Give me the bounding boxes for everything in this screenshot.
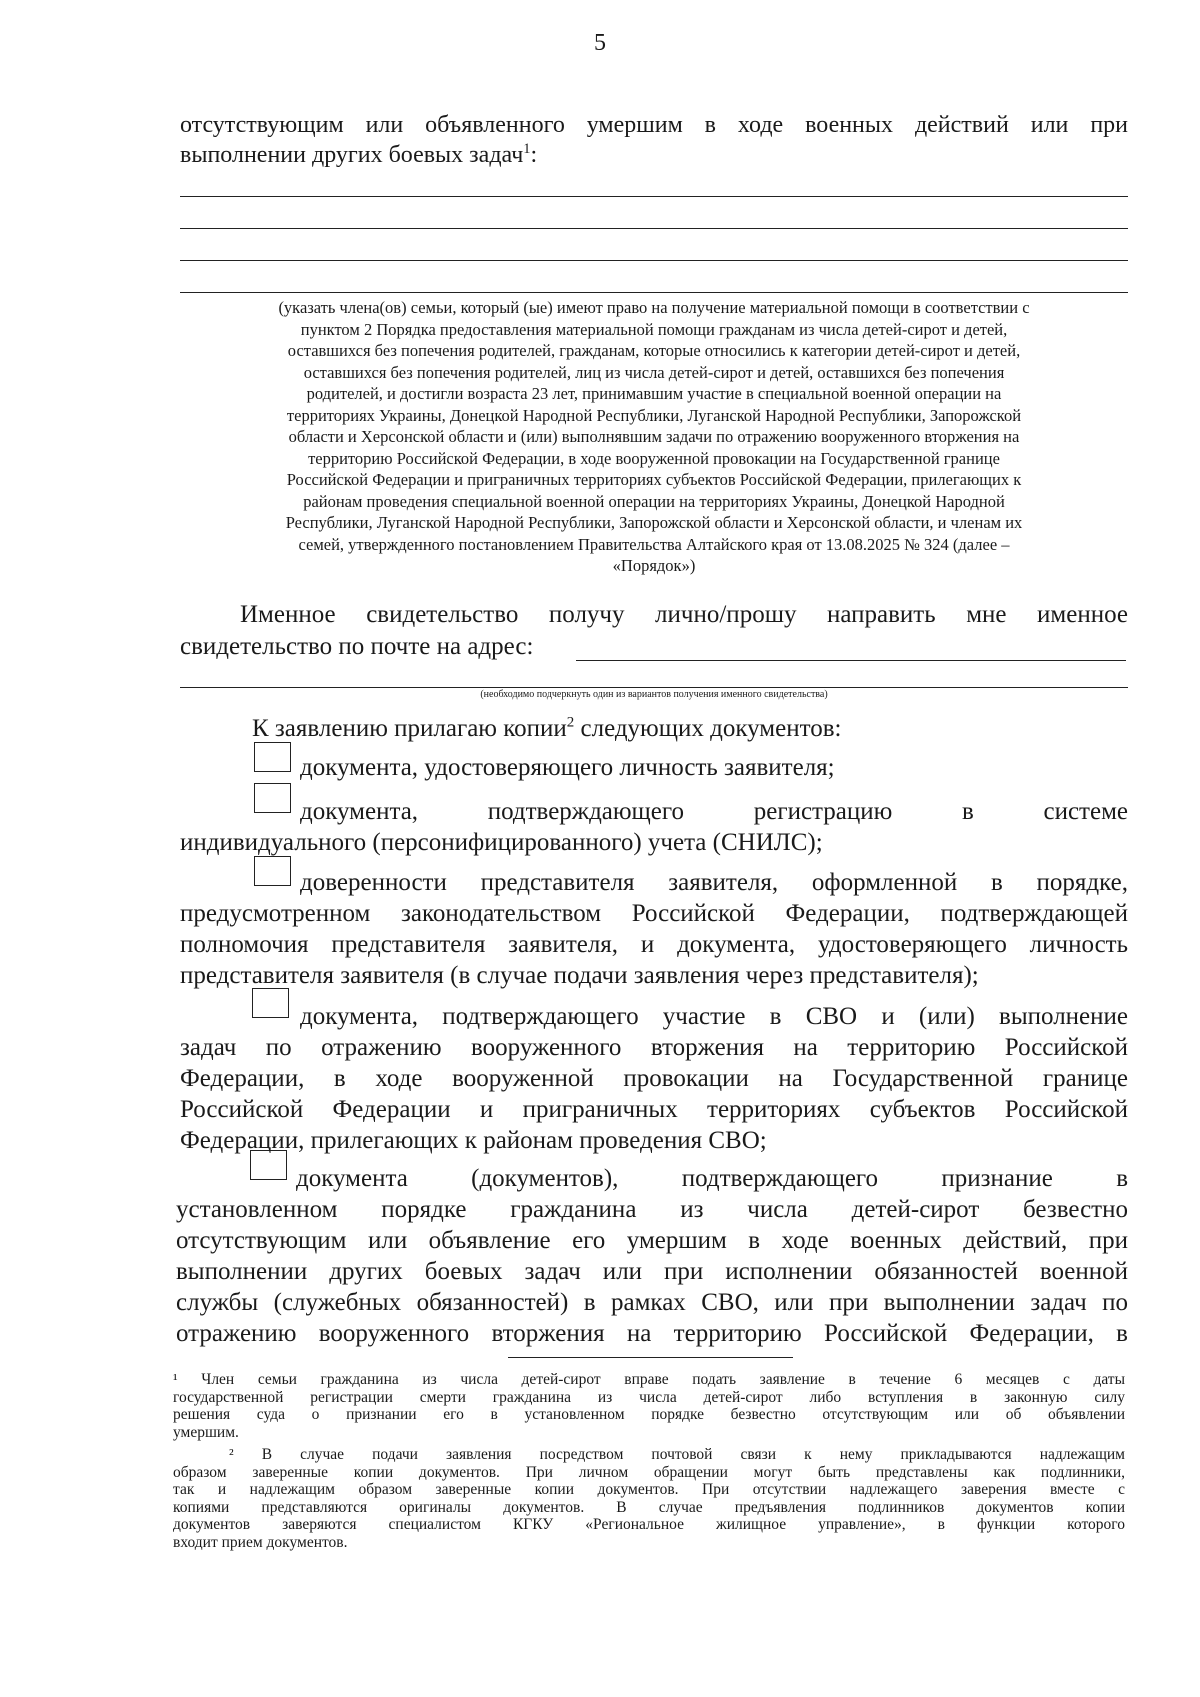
blank-line-4[interactable] [180,292,1128,293]
intro-line-2 [180,140,1128,170]
footnote-line: государственной регистрации смерти гражданина из числа детей-сирот либо вступления в законную силу [173,1388,1125,1406]
note-line: Республики, Луганской Народной Республики, Запорожской области и Херсонской области, и членам их [285,513,1023,532]
item-line: индивидуального (персонифицированного) учета (СНИЛС); [180,829,823,856]
note-line: «Порядок») [612,556,696,575]
footnote-line: ² В случае подачи заявления посредством почтовой связи к нему прикладываются надлежащим [229,1446,1125,1463]
intro-line-1: отсутствующим или объявленного умершим в ходе военных действий или при [180,112,1128,138]
item-line: документа (документов), подтверждающего признание в [296,1165,1128,1192]
address-field-line[interactable] [576,660,1126,661]
intro-line-2-tail: : [530,142,538,168]
item-line: документа, удостоверяющего личность заявителя; [300,754,835,781]
address-field-line-2[interactable] [180,687,1128,688]
item-line: отражению вооруженного вторжения на территорию Российской Федерации, в [176,1320,1128,1347]
item-line: документа, подтверждающего регистрацию в системе [300,798,1128,825]
footnote-line: входит прием документов. [173,1533,348,1551]
page-number: 5 [594,30,606,56]
footnote-line: решения суда о признании его в установленном порядке безвестно отсутствующим или об объявлении [173,1406,1125,1423]
item-line: службы (служебных обязанностей) в рамках СВО, или при выполнении задач по [176,1289,1128,1316]
footnote-line: так и надлежащим образом заверенные копии документов. При отсутствии надлежащего заверения вместе с [173,1481,1125,1498]
certificate-hint: (необходимо подчеркнуть один из вариантов получения именного свидетельства) [480,689,828,700]
family-member-note [180,297,1128,577]
item-line: Федерации, прилегающих к районам проведения СВО; [180,1127,767,1154]
certificate-line-2: свидетельство по почте на адрес: [180,633,534,660]
footnote-line: копиями представляются оригиналы документов. В случае предъявления подлинников документов копии [173,1498,1125,1516]
footnote-line: образом заверенные копии документов. При личном обращении могут быть представлены как подлинники, [173,1463,1125,1481]
footnote-ref-1: 1 [523,141,531,157]
attachment-item-snils [180,796,1128,858]
note-line: пунктом 2 Порядка предоставления материальной помощи гражданам из числа детей-сирот и детей, [300,319,1008,339]
item-line: установленном порядке гражданина из числа детей-сирот безвестно [176,1196,1128,1223]
note-line: родителей, и достигли возраста 23 лет, принимавшим участие в специальной военной операции на [306,384,1002,403]
note-line: (указать члена(ов) семьи, который (ые) имеют право на получение материальной помощи в соответствии с [278,298,1030,317]
note-line: оставшихся без попечения родителей, лиц из числа детей-сирот и детей, оставшихся без попечения [303,362,1005,382]
item-line: Федерации, в ходе вооруженной провокации на Государственной границе [180,1065,1128,1092]
blank-line-3[interactable] [180,260,1128,261]
note-line: оставшихся без попечения родителей, гражданам, которые относились к категории детей-сирот и детей, [287,341,1021,360]
item-line: задач по отражению вооруженного вторжения на территорию Российской [180,1034,1128,1061]
item-line: предусмотренном законодательством Российской Федерации, подтверждающей [180,900,1128,927]
item-line: документа, подтверждающего участие в СВО и (или) выполнение [300,1003,1128,1030]
attachment-item-identity [180,752,1128,783]
item-line: представителя заявителя (в случае подачи заявления через представителя); [180,962,979,989]
note-line: Российской Федерации и приграничных территориях субъектов Российской Федерации, прилегающих к [286,470,1022,489]
footnote-2 [173,1446,1125,1551]
attachments-heading [252,714,841,744]
intro-line-2-text: выполнении других боевых задач [180,142,524,168]
certificate-line-1: Именное свидетельство получу лично/прошу направить мне именное [240,601,1128,628]
note-line: семей, утвержденного постановлением Правительства Алтайского края от 13.08.2025 № 324 (далее – [298,534,1010,554]
item-line: доверенности представителя заявителя, оформленной в порядке, [300,869,1128,896]
attachment-item-svo-participation [180,1001,1128,1156]
attachment-item-power-of-attorney [180,867,1128,991]
note-line: территорию Российской Федерации, в ходе вооруженной провокации на Государственной границе [308,448,1000,468]
footnote-line: умершим. [173,1423,239,1441]
footnote-ref-2: 2 [566,714,575,731]
blank-line-1[interactable] [180,196,1128,197]
footnote-1 [173,1371,1125,1441]
item-line: Российской Федерации и приграничных территориях субъектов Российской [180,1096,1128,1123]
item-line: полномочия представителя заявителя, и документа, удостоверяющего личность [180,931,1128,958]
note-line: области и Херсонской области и (или) выполнявшим задачи по отражению вооруженного вторжения на [288,427,1020,446]
footnote-separator [508,1357,793,1358]
attachment-item-missing-or-deceased [176,1163,1128,1349]
note-line: территориях Украины, Донецкой Народной Республики, Луганской Народной Республики, Запорожской [286,405,1022,425]
blank-line-2[interactable] [180,228,1128,229]
item-line: выполнении других боевых задач или при исполнении обязанностей военной [176,1258,1128,1285]
item-line: отсутствующим или объявление его умершим в ходе военных действий, при [176,1227,1128,1254]
attachments-heading-tail: следующих документов: [574,715,842,742]
footnote-line: документов заверяются специалистом КГКУ «Региональное жилищное управление», в функции которого [173,1516,1125,1533]
note-line: районам проведения специальной военной операции на территориях Украины, Донецкой Народной [303,491,1005,511]
footnote-line: ¹ Член семьи гражданина из числа детей-сирот вправе подать заявление в течение 6 месяцев с даты [173,1371,1125,1388]
attachments-heading-text: К заявлению прилагаю копии [252,715,567,742]
